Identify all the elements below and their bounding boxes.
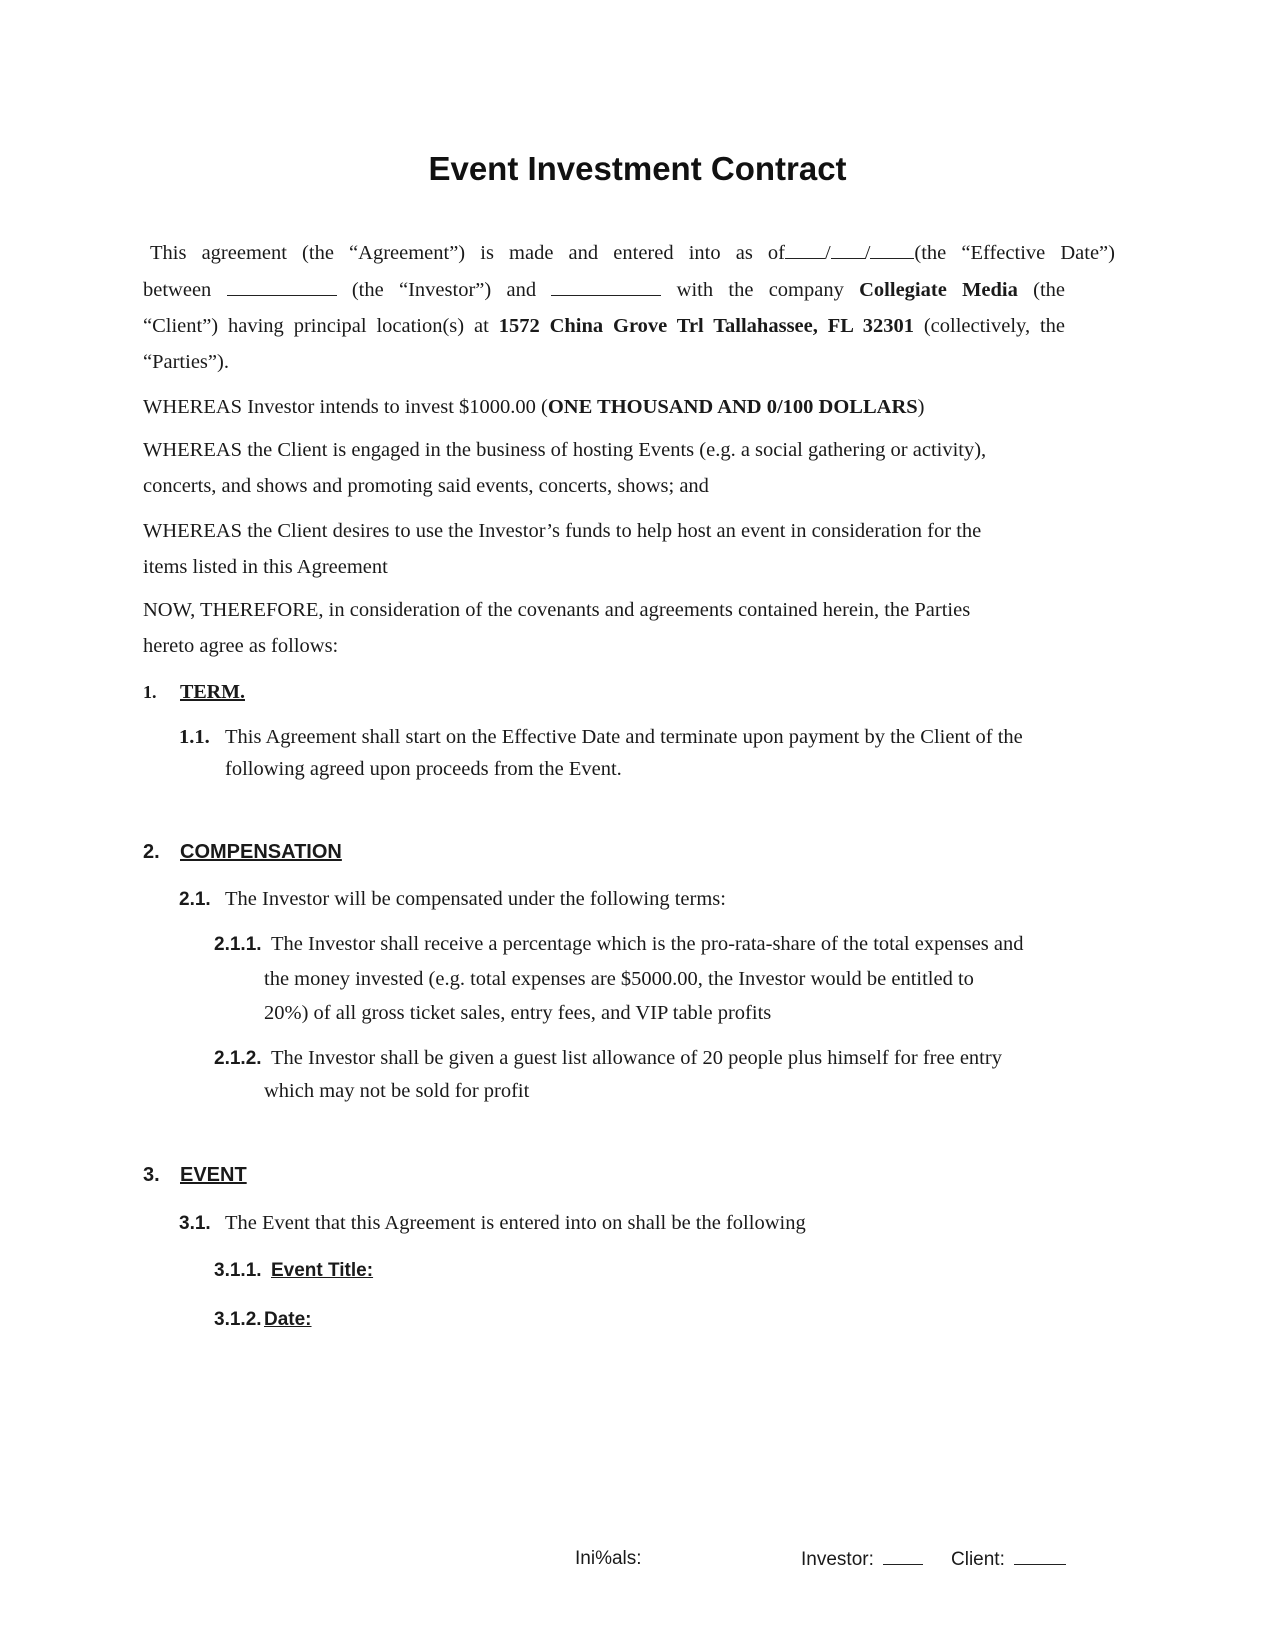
- clause-text: which may not be sold for profit: [264, 1080, 530, 1102]
- event-title-label: Event Title:: [271, 1260, 374, 1281]
- date-month-blank[interactable]: [785, 238, 825, 259]
- section-number: 3.: [143, 1164, 160, 1186]
- intro-text: between: [143, 279, 212, 301]
- section-title: TERM.: [180, 681, 245, 703]
- intro-line-2: [143, 272, 1065, 309]
- investment-amount-words: ONE THOUSAND AND 0/100 DOLLARS: [547, 396, 918, 418]
- clause-2-1-1: [214, 926, 1119, 1031]
- whereas-business-line-1: WHEREAS the Client is engaged in the business of hosting Events (e.g. a social gathering or activity),: [143, 439, 987, 461]
- clause-number: 3.1.2.: [214, 1309, 262, 1330]
- clause-text: The Investor shall be given a guest list allowance of 20 people plus himself for free entry: [271, 1047, 1002, 1069]
- clause-2-1: [179, 882, 1119, 917]
- intro-text: (the “Effective Date”): [914, 242, 1115, 264]
- clause-3-1-1: [214, 1253, 1119, 1289]
- whereas-funds-line-2: items listed in this Agreement: [143, 556, 388, 578]
- intro-line-4: “Parties”).: [143, 351, 229, 373]
- now-therefore-line-2: hereto agree as follows:: [143, 635, 339, 657]
- clause-3-1-2: [214, 1302, 1119, 1338]
- now-therefore-line-1: NOW, THEREFORE, in consideration of the covenants and agreements contained herein, the Parties: [143, 599, 971, 621]
- clause-text: the money invested (e.g. total expenses are $5000.00, the Investor would be entitled to: [264, 968, 974, 990]
- intro-line-3: [143, 308, 1065, 345]
- clause-text: The Investor shall receive a percentage which is the pro-rata-share of the total expenses and: [271, 933, 1024, 955]
- intro-text: This agreement (the “Agreement”) is made and entered into as of: [150, 242, 785, 264]
- section-number: 2.: [143, 841, 160, 863]
- clause-number: 3.1.1.: [214, 1260, 262, 1281]
- document-title: Event Investment Contract: [428, 150, 847, 187]
- section-3-heading: [143, 1164, 247, 1187]
- investor-name-blank[interactable]: [227, 275, 337, 296]
- clause-text: The Investor will be compensated under the following terms:: [225, 888, 726, 910]
- whereas-business-line-2: concerts, and shows and promoting said events, concerts, shows; and: [143, 475, 709, 497]
- intro-text: (the “Investor”) and: [351, 279, 537, 301]
- clause-number: 2.1.1.: [214, 934, 262, 955]
- section-number: 1.: [143, 682, 157, 702]
- whereas-text: ): [917, 396, 925, 418]
- section-title: EVENT: [180, 1164, 247, 1186]
- intro-text: (the: [1033, 279, 1066, 301]
- whereas-investment: [143, 389, 1108, 426]
- company-name: Collegiate Media: [859, 279, 1018, 301]
- investor-initials: [801, 1548, 923, 1571]
- section-title: COMPENSATION: [180, 841, 342, 863]
- clause-1-1: [179, 720, 1119, 786]
- clause-text: following agreed upon proceeds from the Event.: [225, 758, 622, 780]
- client-initials: [951, 1548, 1066, 1571]
- clause-3-1: [179, 1206, 1119, 1241]
- client-initials-blank[interactable]: [1014, 1548, 1066, 1565]
- date-year-blank[interactable]: [870, 238, 914, 259]
- investor-initials-label: Investor:: [801, 1549, 874, 1570]
- clause-number: 2.1.2.: [214, 1048, 262, 1069]
- section-2-heading: [143, 841, 342, 864]
- event-date-label: Date:: [264, 1309, 312, 1330]
- second-party-blank[interactable]: [551, 275, 661, 296]
- clause-text: This Agreement shall start on the Effective Date and terminate upon payment by the Client of the: [225, 726, 1023, 748]
- clause-text: The Event that this Agreement is entered into on shall be the following: [225, 1212, 806, 1234]
- section-1-heading: [143, 681, 245, 704]
- clause-number: 3.1.: [179, 1213, 211, 1234]
- client-initials-label: Client:: [951, 1549, 1005, 1570]
- intro-text: (collectively, the: [923, 315, 1066, 337]
- client-address: 1572 China Grove Trl Tallahassee, FL 32301: [498, 315, 914, 337]
- intro-text: with the company: [676, 279, 844, 301]
- whereas-text: WHEREAS Investor intends to invest $1000.00 (: [143, 396, 548, 418]
- initials-label: Ini%als:: [575, 1548, 642, 1569]
- clause-2-1-2: [214, 1040, 1119, 1109]
- intro-text: “Client”) having principal location(s) at: [143, 315, 489, 337]
- date-day-blank[interactable]: [831, 238, 865, 259]
- investor-initials-blank[interactable]: [883, 1548, 923, 1565]
- intro-line-1: This agreement (the “Agreement”) is made and entered into as of / / (the “Effective Date”): [150, 235, 1115, 272]
- clause-number: 2.1.: [179, 889, 211, 910]
- clause-text: 20%) of all gross ticket sales, entry fees, and VIP table profits: [264, 1002, 772, 1024]
- whereas-funds-line-1: WHEREAS the Client desires to use the Investor’s funds to help host an event in consideration for the: [143, 520, 982, 542]
- clause-number: 1.1.: [179, 726, 210, 748]
